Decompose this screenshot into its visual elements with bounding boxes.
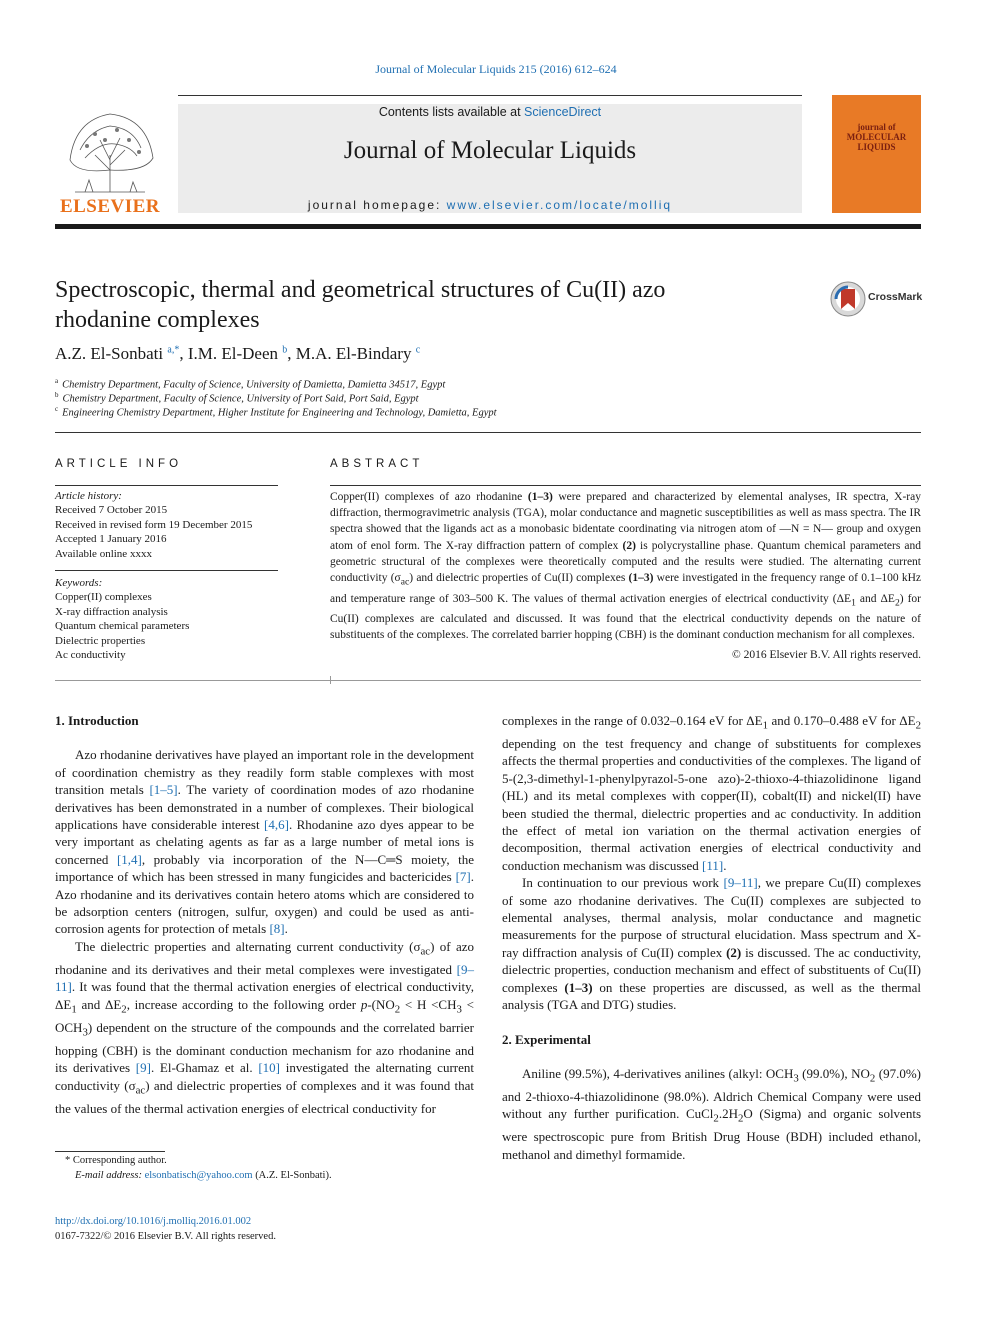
abstract-heading: ABSTRACT	[330, 458, 424, 470]
history-revised: Received in revised form 19 December 2015	[55, 518, 253, 531]
affiliation-a: $^a$ Chemistry Department, Faculty of Science, University of Damietta, Damietta 34517, Egypt	[55, 377, 446, 391]
abstract-bottom-rule	[55, 680, 921, 681]
author-email-link[interactable]: elsonbatisch@yahoo.com	[144, 1169, 253, 1181]
sciencedirect-link[interactable]: ScienceDirect	[524, 105, 602, 119]
keyword: Quantum chemical parameters	[55, 620, 190, 633]
article-title: Spectroscopic, thermal and geometrical structures of Cu(II) azo rhodanine complexes	[55, 277, 666, 333]
journal-name: Journal of Molecular Liquids	[343, 137, 637, 164]
article-info-heading: ARTICLE INFO	[55, 458, 183, 470]
keyword: Ac conductivity	[55, 649, 126, 662]
journal-homepage: journal homepage: www.elsevier.com/locate/molliq	[307, 198, 673, 212]
issn-copyright: 0167-7322/© 2016 Elsevier B.V. All rights reserved.	[55, 1230, 276, 1242]
crossmark-label[interactable]: CrossMark	[868, 291, 923, 303]
history-accepted: Accepted 1 January 2016	[55, 533, 167, 546]
doi-block	[55, 1215, 485, 1244]
intro-paragraph: complexes in the range of 0.032–0.164 eV for $\Delta E_1$ and 0.170–0.488 eV for $\Delta E_2$ depending on the test frequency and change of substituents for complexes affects the thermal properties and conductivities of the complexes. The ligand of 5-(2,3-dimethyl-1-phenylpyrazol-5-one azo)-2-thioxo-4-thiazolidinone ligand (HL) and its metal complexes with copper(II), cobalt(II) and nickel(II) have been studied the thermal, dielectric properties and ac conductivity. In addition the effect of metal ion variation on the thermal activation energies of decomposition, thermal activation energies of electrical conductivity and conduction mechanism was discussed [11].	[502, 713, 921, 873]
abstract-text: Copper(II) complexes of azo rhodanine (1–3) were prepared and characterized by elemental analyses, IR spectra, X-ray diffraction, thermogravimetric analysis (TGA), molar conductance and magnetic susceptibilities as well as mass spectra. The IR spectra showed that the ligands act as a monobasic bidentate coordinating via nitrogen atom of —N = N— group and oxygen atom of enol form. The X-ray diffraction pattern of complex (2) is polycrystalline phase. Quantum chemical parameters and geometric structural of the complexes were theoretically computed and the results were studied. The alternating current conductivity $(\sigma_{ac})$ and dielectric properties of Cu(II) complexes (1–3) were investigated in the frequency range of 0.1–100 kHz and temperature range of 303–500 K. The values of thermal activation energies of electrical conductivity ($\Delta E_1$ and $\Delta E_2$) for Cu(II) complexes are calculated and discussed. It was found that the electrical conductivity depends on the nature of substituents of the complexes. The correlated barrier hopping (CBH) is the dominant conduction mechanism for all complexes.	[330, 491, 921, 642]
crossmark-icon[interactable]	[830, 281, 866, 317]
keyword: X-ray diffraction analysis	[55, 605, 168, 618]
citation-link[interactable]: [4,6]	[264, 817, 289, 833]
author-name[interactable]: I.M. El-Deen	[187, 344, 279, 363]
homepage-link[interactable]: www.elsevier.com/locate/molliq	[446, 198, 673, 212]
author-affiliation-mark[interactable]: a,*	[167, 344, 180, 356]
elsevier-wordmark: ELSEVIER	[59, 196, 161, 217]
cover-title: journal of MOLECULAR LIQUIDS	[846, 122, 907, 152]
abstract-rule	[330, 485, 921, 486]
citation-link[interactable]: [7]	[455, 869, 471, 885]
affiliation-b: $^b$ Chemistry Department, Faculty of Science, University of Port Said, Port Said, Egypt	[55, 391, 419, 405]
intro-paragraph: Azo rhodanine derivatives have played an important role in the development of coordination chemistry as they readily form stable complexes with most transition metals [1–5]. The variety of coordination modes of azo rhodanine derivatives has been demonstrated in a number of complexes. Their biological applications have considerable interest [4,6]. Rhodanine azo dyes appear to be very important as chelating agents as far as a large number of metal ions is concerned [1,4], probably via incorporation of the N—C═S moiety, the importance of which has been stressed in many fungicides and bactericides [7]. Azo rhodanine and its derivatives contain hetero atoms which are considered to be adsorption centers (nitrogen, sulfur, oxygen) and could be used as anti-corrosion agents for protection of metals [8].	[55, 747, 474, 937]
doi-link[interactable]: http://dx.doi.org/10.1016/j.molliq.2016.01.002	[55, 1216, 252, 1227]
body-right-column	[502, 712, 921, 1163]
author-name[interactable]: M.A. El-Bindary	[295, 344, 412, 363]
column-divider-tick	[330, 676, 331, 684]
citation-link[interactable]: [10]	[258, 1060, 280, 1076]
journal-citation[interactable]: Journal of Molecular Liquids 215 (2016) 612–624	[375, 62, 617, 76]
citation-link[interactable]: [1,4]	[116, 851, 142, 867]
keywords-list: Keywords: Copper(II) complexes X-ray diffraction analysis Quantum chemical parameters Dielectric properties Ac conductivity	[55, 576, 278, 662]
keyword: Copper(II) complexes	[55, 591, 152, 604]
intro-paragraph: In continuation to our previous work [9–11], we prepare Cu(II) complexes of some azo rhodanine derivatives. The Cu(II) complexes are subjected to elemental analyses, thermal analysis, molar conductance and magnetic measurements for the purpose of structural elucidation. Mass spectrum and X-ray diffraction analysis of Cu(II) complex (2) is discussed. The ac conductivity, dielectric properties, conduction mechanism and effect of substituents of Cu(II) complexes (1–3) on these properties are discussed, as well as the thermal analysis (TGA and DTG) studies.	[502, 875, 921, 1013]
author-affiliation-mark[interactable]: c	[415, 344, 421, 356]
citation-link[interactable]: [9–11]	[55, 961, 474, 995]
abstract-copyright: © 2016 Elsevier B.V. All rights reserved.	[732, 649, 921, 661]
experimental-paragraph: Aniline (99.5%), 4-derivatives anilines (alkyl: $OCH_3$ (99.0%), $NO_2$ (97.0%) and 2-thioxo-4-thiazolidinone (98.0%). Aldrich Chemical Company were used without any further purification. $CuCl_2.2H_2O$ (Sigma) and organic solvents were spectroscopic pure from British Drug House (BDH) included ethanol, methanol and dimethyl formamide.	[502, 1065, 921, 1162]
body-left-column	[55, 712, 474, 1117]
section-heading-introduction: 1. Introduction	[55, 713, 139, 728]
history-received: Received 7 October 2015	[55, 504, 168, 517]
article-history: Article history: Received 7 October 2015 Received in revised form 19 December 2015 Accepted 1 January 2016 Available online xxxx	[55, 489, 278, 561]
citation-link[interactable]: [1–5]	[149, 782, 178, 798]
article-info-rule	[55, 485, 278, 486]
keywords-rule	[55, 570, 278, 571]
author-name[interactable]: A.Z. El-Sonbati	[55, 344, 164, 363]
header-rule	[178, 95, 802, 96]
intro-paragraph: The dielectric properties and alternating current conductivity $(\sigma_{ac})$ of azo rhodanine and its derivatives and their metal complexes were investigated [9–11]. It was found that the thermal activation energies of electrical conductivity, $\Delta E_1$ and $\Delta E_2$, increase according to the following order $p-(NO_2 < H <CH_3 < OCH_3)$ dependent on the structure of the compounds and the correlated barrier hopping (CBH) is the dominant conduction mechanism for azo rhodanine and its derivatives [9]. El-Ghamaz et al. [10] investigated the alternating current conductivity $(\sigma_{ac})$ and dielectric properties of complexes and it was found that the values of the thermal activation energies of electrical conductivity for	[55, 938, 475, 1116]
history-online: Available online xxxx	[55, 547, 152, 560]
contents-line: Contents lists available at ScienceDirect	[378, 105, 602, 119]
citation-link[interactable]: [9–11]	[723, 875, 758, 891]
affiliation-rule	[55, 432, 921, 433]
citation-link[interactable]: [8]	[269, 921, 285, 937]
affiliation-c: $^c$ Engineering Chemistry Department, Higher Institute for Engineering and Technology, Damietta, Egypt	[55, 405, 497, 419]
author-list: A.Z. El-Sonbati $^{a,*}$, I.M. El-Deen $^b$, M.A. El-Bindary $^c$	[55, 344, 421, 363]
author-affiliation-mark[interactable]: b	[282, 344, 288, 356]
header-thick-rule	[55, 224, 921, 229]
keyword: Dielectric properties	[55, 634, 146, 647]
journal-cover-thumbnail[interactable]	[832, 95, 921, 213]
citation-link[interactable]: [9]	[135, 1060, 151, 1076]
citation-link[interactable]: [11]	[702, 857, 724, 873]
section-heading-experimental: 2. Experimental	[502, 1031, 591, 1047]
footnote-rule	[55, 1151, 165, 1152]
corresponding-author-footnote: * Corresponding author. E-mail address: elsonbatisch@yahoo.com (A.Z. El-Sonbati).	[65, 1155, 332, 1181]
